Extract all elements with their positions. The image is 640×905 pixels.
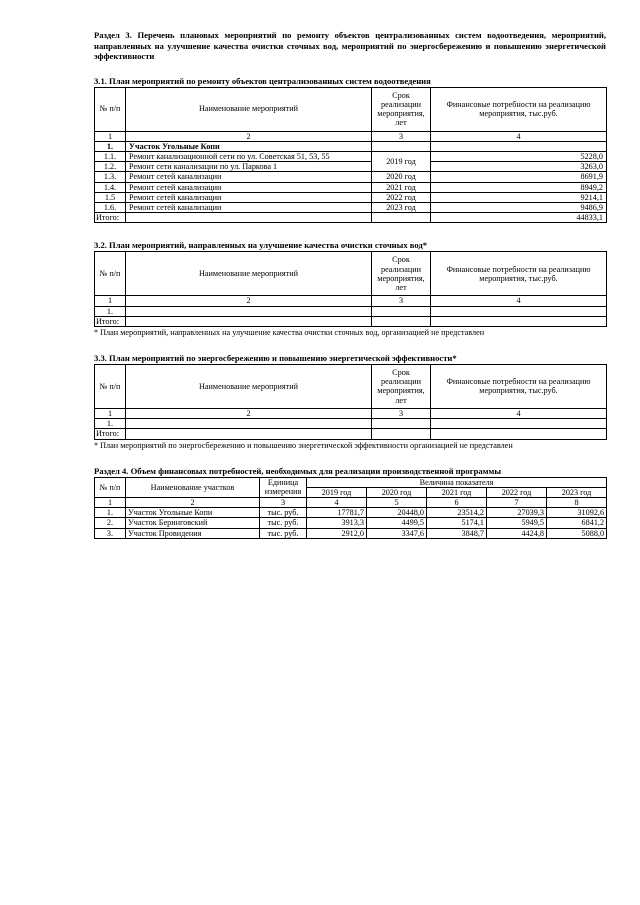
header-unit: Единица измерения	[260, 477, 307, 497]
row-value: 2912,0	[307, 528, 367, 538]
row-name: Ремонт сетей канализации	[126, 172, 372, 182]
col-num: 2	[126, 131, 372, 141]
row-value: 5088,0	[547, 528, 607, 538]
table-row	[95, 528, 607, 538]
row-num: 1.4.	[95, 182, 126, 192]
header-num: № п/п	[95, 364, 126, 408]
col-num: 4	[431, 131, 607, 141]
total-value: 44833,1	[431, 213, 607, 223]
header-finance: Финансовые потребности на реализацию мероприятия, тыс.руб.	[431, 364, 607, 408]
empty-cell	[431, 419, 607, 429]
header-year: 2022 год	[487, 487, 547, 497]
total-label: Итого:	[95, 213, 126, 223]
row-num: 1.	[95, 508, 126, 518]
document-page	[94, 30, 606, 539]
row-name: Ремонт сетей канализации	[126, 182, 372, 192]
row-value: 6841,2	[547, 518, 607, 528]
col-num: 3	[372, 408, 431, 418]
row-unit: тыс. руб.	[260, 518, 307, 528]
row-num: 1.1.	[95, 151, 126, 161]
table33-note: * План мероприятий по энергосбережению и повышению энергетической эффективности организацией не представлен	[94, 440, 513, 450]
empty-cell	[372, 141, 431, 151]
col-num: 1	[95, 497, 126, 507]
table31-title: 3.1. План мероприятий по ремонту объектов централизованных систем водоотведения	[94, 75, 431, 86]
empty-cell	[372, 429, 431, 439]
row-value: 8691,9	[431, 172, 607, 182]
header-term: Срок реализации мероприятия, лет	[372, 252, 431, 296]
row-year: 2021 год	[372, 182, 431, 192]
header-finance: Финансовые потребности на реализацию мероприятия, тыс.руб.	[431, 252, 607, 296]
row-year: 2019 год	[372, 151, 431, 171]
row-value: 3913,3	[307, 518, 367, 528]
row-value: 5228,0	[431, 151, 607, 161]
row-value: 23514,2	[427, 508, 487, 518]
row-value: 20448,0	[367, 508, 427, 518]
col-num: 8	[547, 497, 607, 507]
treatment-plan-table	[94, 251, 607, 327]
row-name: Участок Беринговский	[126, 518, 260, 528]
empty-cell	[431, 141, 607, 151]
empty-cell	[126, 306, 372, 316]
header-name: Наименование мероприятий	[126, 87, 372, 131]
row-num: 1.	[95, 306, 126, 316]
table-row	[95, 508, 607, 518]
header-finance: Финансовые потребности на реализацию мероприятия, тыс.руб.	[431, 87, 607, 131]
header-num: № п/п	[95, 87, 126, 131]
row-name: Ремонт канализационной сети по ул. Советская 51, 53, 55	[126, 151, 372, 161]
col-num: 4	[307, 497, 367, 507]
header-values: Величина показателя	[307, 477, 607, 487]
row-unit: тыс. руб.	[260, 528, 307, 538]
row-year: 2023 год	[372, 202, 431, 212]
empty-cell	[431, 316, 607, 326]
row-value: 5949,5	[487, 518, 547, 528]
empty-cell	[126, 316, 372, 326]
row-num: 1.2.	[95, 162, 126, 172]
row-num: 1.5	[95, 192, 126, 202]
col-num: 3	[372, 296, 431, 306]
repair-plan-table	[94, 87, 607, 224]
total-label: Итого:	[95, 316, 126, 326]
row-num: 1.	[95, 419, 126, 429]
row-name: Ремонт сетей канализации	[126, 192, 372, 202]
row-num: 3.	[95, 528, 126, 538]
col-num: 2	[126, 408, 372, 418]
empty-cell	[126, 429, 372, 439]
row-value: 3263,0	[431, 162, 607, 172]
table33-title: 3.3. План мероприятий по энергосбережению и повышению энергетической эффективности*	[94, 352, 457, 363]
col-num: 6	[427, 497, 487, 507]
header-year: 2023 год	[547, 487, 607, 497]
row-num: 1.6.	[95, 202, 126, 212]
col-num: 2	[126, 296, 372, 306]
empty-cell	[372, 306, 431, 316]
col-num: 4	[431, 408, 607, 418]
empty-cell	[431, 429, 607, 439]
header-term: Срок реализации мероприятия, лет	[372, 364, 431, 408]
row-value: 3848,7	[427, 528, 487, 538]
header-name: Наименование мероприятий	[126, 364, 372, 408]
empty-cell	[372, 316, 431, 326]
row-name: Участок Провидения	[126, 528, 260, 538]
empty-cell	[431, 306, 607, 316]
col-num: 4	[431, 296, 607, 306]
group-num: 1.	[95, 141, 126, 151]
row-value: 27039,3	[487, 508, 547, 518]
row-value: 4424,8	[487, 528, 547, 538]
table-row	[95, 518, 607, 528]
row-name: Ремонт сетей канализации	[126, 202, 372, 212]
row-value: 9486,9	[431, 202, 607, 212]
row-name: Ремонт сети канализации по ул. Паркова 1	[126, 162, 372, 172]
empty-cell	[372, 213, 431, 223]
empty-cell	[372, 419, 431, 429]
col-num: 1	[95, 296, 126, 306]
header-term: Срок реализации мероприятия, лет	[372, 87, 431, 131]
section4-title: Раздел 4. Объем финансовых потребностей, необходимых для реализации производственной программы	[94, 465, 502, 476]
header-name: Наименование участков	[126, 477, 260, 497]
header-num: № п/п	[95, 477, 126, 497]
row-num: 2.	[95, 518, 126, 528]
row-year: 2022 год	[372, 192, 431, 202]
col-num: 3	[260, 497, 307, 507]
total-label: Итого:	[95, 429, 126, 439]
row-value: 8949,2	[431, 182, 607, 192]
header-year: 2019 год	[307, 487, 367, 497]
header-num: № п/п	[95, 252, 126, 296]
row-value: 9214,1	[431, 192, 607, 202]
energy-plan-table	[94, 364, 607, 440]
section3-title: Раздел 3. Перечень плановых мероприятий по ремонту объектов централизованных систем водоотведения, мероприятий, направленных на улучшение качества очистки сточных вод, мероприятий по энергосбережению и повышению энергетической эффективности	[94, 30, 606, 61]
header-year: 2020 год	[367, 487, 427, 497]
col-num: 1	[95, 408, 126, 418]
col-num: 1	[95, 131, 126, 141]
group-name: Участок Угольные Копи	[126, 141, 372, 151]
header-name: Наименование мероприятий	[126, 252, 372, 296]
col-num: 2	[126, 497, 260, 507]
row-year: 2020 год	[372, 172, 431, 182]
col-num: 5	[367, 497, 427, 507]
row-unit: тыс. руб.	[260, 508, 307, 518]
row-value: 4499,5	[367, 518, 427, 528]
table32-title: 3.2. План мероприятий, направленных на улучшение качества очистки сточных вод*	[94, 240, 428, 251]
col-num: 7	[487, 497, 547, 507]
row-value: 31092,6	[547, 508, 607, 518]
row-value: 17781,7	[307, 508, 367, 518]
row-name: Участок Угольные Копи	[126, 508, 260, 518]
row-num: 1.3.	[95, 172, 126, 182]
row-value: 3347,6	[367, 528, 427, 538]
col-num: 3	[372, 131, 431, 141]
empty-cell	[126, 419, 372, 429]
header-year: 2021 год	[427, 487, 487, 497]
empty-cell	[126, 213, 372, 223]
table32-note: * План мероприятий, направленных на улучшение качества очистки сточных вод, организацией не представлен	[94, 327, 485, 337]
finance-needs-table	[94, 477, 607, 539]
row-value: 5174,1	[427, 518, 487, 528]
